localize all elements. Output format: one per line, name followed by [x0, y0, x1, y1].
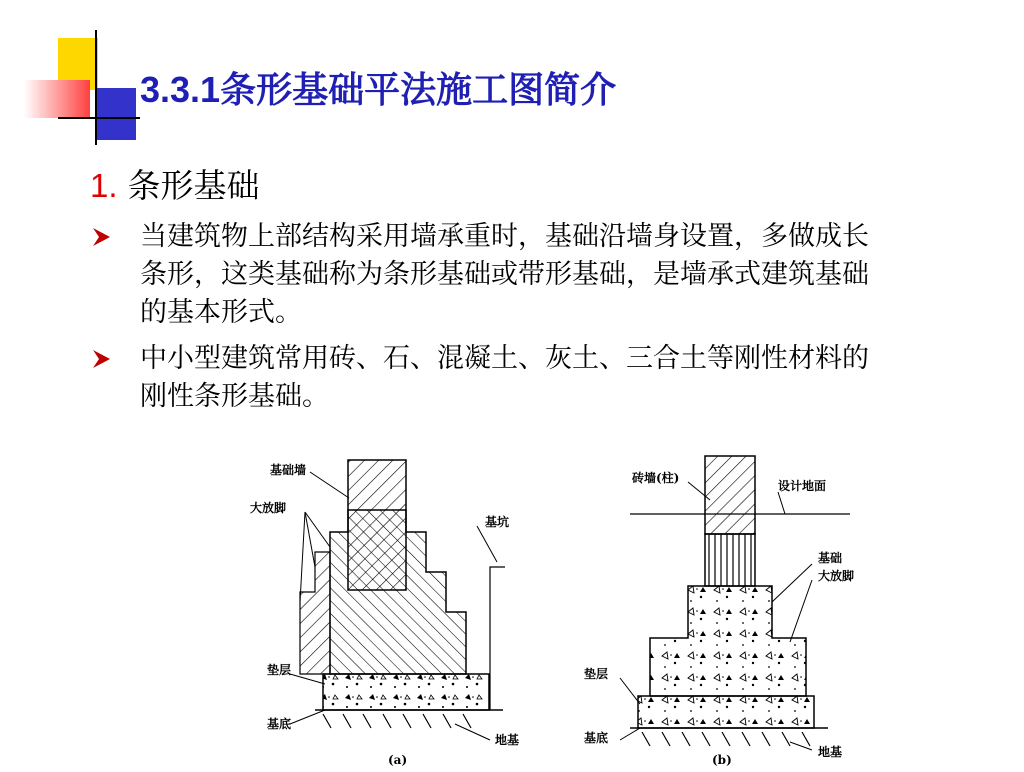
bullet-item	[90, 218, 870, 332]
figure-a-caption: (a)	[388, 753, 408, 767]
slide-title	[140, 62, 616, 113]
figure-a-drawing	[245, 452, 545, 768]
label-pit: 基坑	[485, 515, 510, 529]
slide-title-text: 条形基础平法施工图简介	[220, 70, 617, 111]
bullet-text: 当建筑物上部结构采用墙承重时，基础沿墙身设置，多做成长条形，这类基础称为条形基础或带形基础，是墙承式建筑基础的基本形式。	[140, 221, 869, 328]
figure-b-caption: (b)	[712, 753, 732, 767]
label-wall: 基础墙	[270, 463, 307, 477]
section-title: 条形基础	[127, 166, 260, 205]
section-number: 1.	[90, 167, 118, 204]
slide-title-number: 3.3.1	[140, 69, 221, 110]
label-footing: 大放脚	[250, 501, 287, 515]
label-cushion: 垫层	[584, 667, 609, 681]
label-design-ground: 设计地面	[778, 479, 827, 493]
label-base: 基底	[267, 717, 292, 731]
corner-decoration-graphic	[0, 0, 140, 150]
arrow-bullet-icon	[90, 226, 112, 248]
label-ground: 地基	[818, 745, 843, 759]
label-ground: 地基	[495, 733, 520, 747]
label-foundation: 基础	[818, 551, 843, 565]
figure-b	[580, 452, 870, 768]
corner-decoration	[0, 0, 140, 150]
label-base: 基底	[584, 731, 609, 745]
section-heading	[90, 160, 260, 207]
arrow-bullet-icon	[90, 348, 112, 370]
label-footing: 大放脚	[818, 569, 855, 583]
figure-b-drawing	[580, 452, 870, 768]
label-cushion: 垫层	[267, 663, 292, 677]
bullet-list	[90, 218, 870, 424]
label-brick-wall: 砖墙(柱)	[632, 471, 680, 485]
bullet-text: 中小型建筑常用砖、石、混凝土、灰土、三合土等刚性材料的刚性条形基础。	[140, 343, 869, 412]
bullet-item	[90, 340, 870, 416]
figure-a	[245, 452, 545, 768]
